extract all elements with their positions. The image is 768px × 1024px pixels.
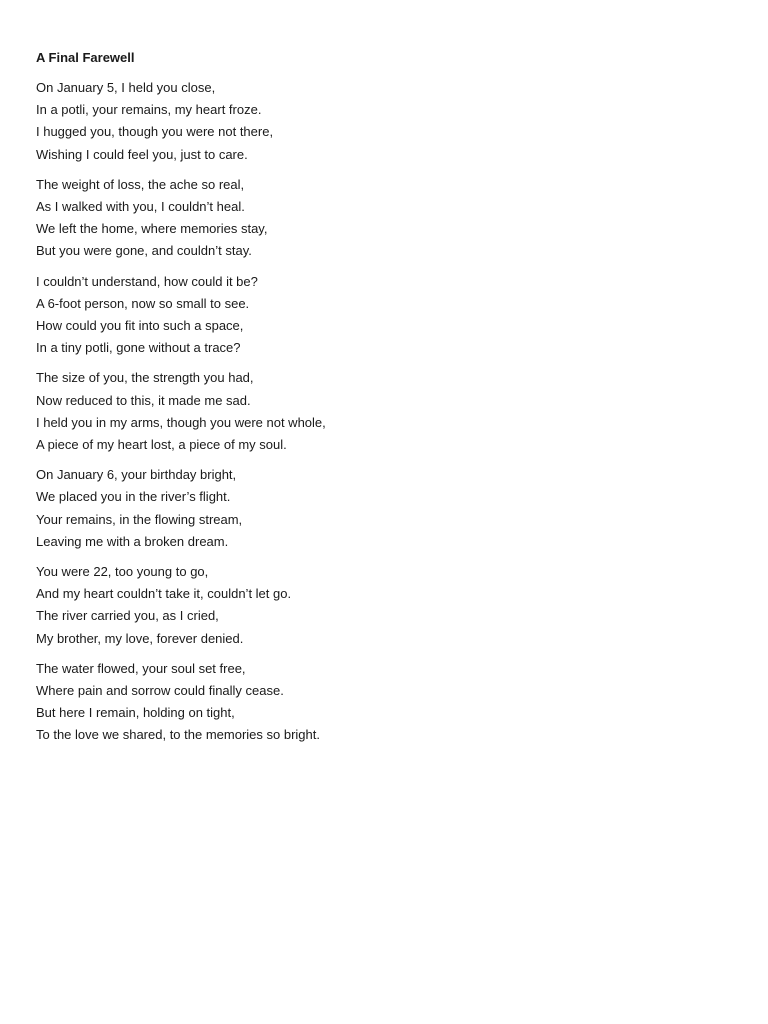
poem-line: You were 22, too young to go, bbox=[36, 564, 209, 580]
poem-line: The size of you, the strength you had, bbox=[36, 370, 254, 386]
poem-line: The water flowed, your soul set free, bbox=[36, 660, 246, 676]
poem-line: A piece of my heart lost, a piece of my soul. bbox=[36, 437, 287, 453]
poem-line: Leaving me with a broken dream. bbox=[36, 533, 229, 549]
poem-line: Where pain and sorrow could finally cease. bbox=[36, 683, 284, 699]
poem-line: On January 5, I held you close, bbox=[36, 80, 216, 95]
stanza-3 bbox=[36, 271, 736, 360]
stanza-2 bbox=[36, 174, 736, 263]
poem-line: Now reduced to this, it made me sad. bbox=[36, 392, 251, 408]
poem-line: My brother, my love, forever denied. bbox=[36, 630, 244, 646]
stanza-5 bbox=[36, 464, 736, 553]
poem-line: On January 6, your birthday bright, bbox=[36, 467, 237, 483]
poem-line: As I walked with you, I couldn’t heal. bbox=[36, 199, 245, 215]
poem-line: A 6-foot person, now so small to see. bbox=[36, 295, 250, 311]
poem-line: I couldn’t understand, how could it be? bbox=[36, 273, 258, 289]
poem-line: The weight of loss, the ache so real, bbox=[36, 176, 245, 192]
poem-title: A Final Farewell bbox=[36, 50, 135, 65]
poem-page bbox=[36, 48, 736, 755]
stanza-4 bbox=[36, 367, 736, 456]
poem-line: But you were gone, and couldn’t stay. bbox=[36, 243, 252, 259]
poem-line: Wishing I could feel you, just to care. bbox=[36, 146, 248, 162]
poem-line: Your remains, in the flowing stream, bbox=[36, 511, 243, 527]
poem-line: We placed you in the river’s flight. bbox=[36, 489, 231, 505]
stanza-7 bbox=[36, 658, 736, 747]
poem-line: I held you in my arms, though you were not whole, bbox=[36, 414, 326, 430]
poem-line: I hugged you, though you were not there, bbox=[36, 124, 274, 140]
stanza-1 bbox=[36, 77, 736, 166]
poem-line: In a tiny potli, gone without a trace? bbox=[36, 340, 241, 356]
poem-line: The river carried you, as I cried, bbox=[36, 608, 219, 624]
poem-line: But here I remain, holding on tight, bbox=[36, 705, 235, 721]
poem-line: And my heart couldn’t take it, couldn’t let go. bbox=[36, 586, 292, 602]
poem-line: We left the home, where memories stay, bbox=[36, 221, 268, 237]
poem-line: How could you fit into such a space, bbox=[36, 318, 244, 334]
poem-line: To the love we shared, to the memories so bright. bbox=[36, 727, 320, 743]
stanza-6 bbox=[36, 561, 736, 650]
poem-line: In a potli, your remains, my heart froze. bbox=[36, 102, 262, 118]
